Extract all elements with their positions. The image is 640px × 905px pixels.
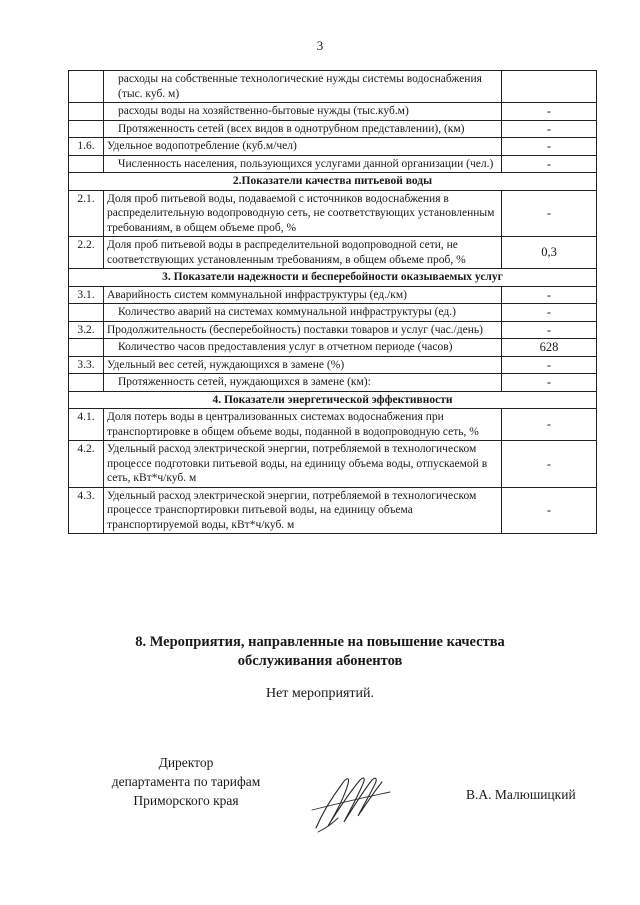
table-row	[69, 120, 597, 138]
row-number	[69, 71, 104, 103]
indicator-description: Доля проб питьевой воды в распределительной водопроводной сети, не соответствующих установленным требованиям, в общем объеме проб, %	[104, 237, 502, 269]
indicator-description: Доля проб питьевой воды, подаваемой с источников водоснабжения в распределительную водопроводную сеть, не соответствующих установленным требованиям, в общем объеме проб, %	[104, 190, 502, 237]
indicator-value: -	[502, 321, 597, 339]
row-number: 3.2.	[69, 321, 104, 339]
indicator-value: -	[502, 487, 597, 534]
section-header-row	[69, 173, 597, 191]
indicator-description: Удельный расход электрической энергии, потребляемой в технологическом процессе подготовки питьевой воды, на единицу объема воды, отпускаемой в сеть, кВт*ч/куб. м	[104, 441, 502, 488]
row-number	[69, 374, 104, 392]
section-header-title: 3. Показатели надежности и бесперебойности оказываемых услуг	[69, 269, 597, 287]
indicator-description: Численность населения, пользующихся услугами данной организации (чел.)	[104, 155, 502, 173]
table-row	[69, 138, 597, 156]
indicator-value: -	[502, 190, 597, 237]
table-row	[69, 190, 597, 237]
row-number: 2.1.	[69, 190, 104, 237]
handwritten-signature	[308, 770, 394, 834]
row-number	[69, 155, 104, 173]
table-row	[69, 356, 597, 374]
indicator-value: -	[502, 138, 597, 156]
signatory-line-1: Директор	[158, 755, 214, 770]
section-header-title: 2.Показатели качества питьевой воды	[69, 173, 597, 191]
indicator-description: Количество часов предоставления услуг в отчетном периоде (часов)	[104, 339, 502, 357]
indicator-value: 628	[502, 339, 597, 357]
page-number: 3	[316, 38, 324, 53]
indicator-value: -	[502, 356, 597, 374]
table-row	[69, 441, 597, 488]
signatory-line-3: Приморского края	[133, 793, 239, 808]
row-number	[69, 339, 104, 357]
row-number: 3.1.	[69, 286, 104, 304]
indicator-value: -	[502, 155, 597, 173]
row-number: 4.3.	[69, 487, 104, 534]
indicator-value: -	[502, 103, 597, 121]
section-8-title-line-1: 8. Мероприятия, направленные на повышение качества	[135, 634, 505, 650]
indicator-description: Удельное водопотребление (куб.м/чел)	[104, 138, 502, 156]
table-row	[69, 103, 597, 121]
section-header-row	[69, 391, 597, 409]
indicator-description: Аварийность систем коммунальной инфраструктуры (ед./км)	[104, 286, 502, 304]
indicator-description: Доля потерь воды в централизованных системах водоснабжения при транспортировке в общем объеме воды, поданной в водопроводную сеть, %	[104, 409, 502, 441]
signatory-title	[86, 753, 286, 810]
table-row	[69, 321, 597, 339]
table-row	[69, 71, 597, 103]
indicator-description: Удельный расход электрической энергии, потребляемой в технологическом процессе транспортировки питьевой воды, на единицу объема транспортируемой воды, кВт*ч/куб. м	[104, 487, 502, 534]
row-number: 2.2.	[69, 237, 104, 269]
section-header-row	[69, 269, 597, 287]
table-row	[69, 487, 597, 534]
indicator-description: расходы воды на хозяйственно-бытовые нужды (тыс.куб.м)	[104, 103, 502, 121]
indicator-value	[502, 71, 597, 103]
section-8-heading	[0, 633, 640, 671]
signatory-line-2: департамента по тарифам	[111, 774, 261, 789]
table-row	[69, 286, 597, 304]
indicator-description: Протяженность сетей, нуждающихся в замене (км):	[104, 374, 502, 392]
row-number: 3.3.	[69, 356, 104, 374]
indicator-description: Продолжительность (бесперебойность) поставки товаров и услуг (час./день)	[104, 321, 502, 339]
indicator-value: 0,3	[502, 237, 597, 269]
table-row	[69, 339, 597, 357]
indicator-value: -	[502, 409, 597, 441]
signatory-name: В.А. Малюшицкий	[466, 787, 576, 802]
table-row	[69, 409, 597, 441]
indicator-description: Количество аварий на системах коммунальной инфраструктуры (ед.)	[104, 304, 502, 322]
table-row	[69, 237, 597, 269]
row-number: 4.1.	[69, 409, 104, 441]
section-8-title-line-2: обслуживания абонентов	[237, 653, 403, 669]
row-number: 4.2.	[69, 441, 104, 488]
no-measures-text: Нет мероприятий.	[265, 686, 375, 701]
row-number	[69, 120, 104, 138]
indicator-value: -	[502, 120, 597, 138]
indicator-value: -	[502, 374, 597, 392]
indicator-value: -	[502, 286, 597, 304]
indicator-description: расходы на собственные технологические нужды системы водоснабжения (тыс. куб. м)	[104, 71, 502, 103]
indicator-description: Протяженность сетей (всех видов в однотрубном представлении), (км)	[104, 120, 502, 138]
row-number: 1.6.	[69, 138, 104, 156]
table-row	[69, 374, 597, 392]
indicator-value: -	[502, 441, 597, 488]
table-row	[69, 155, 597, 173]
section-header-title: 4. Показатели энергетической эффективности	[69, 391, 597, 409]
indicator-description: Удельный вес сетей, нуждающихся в замене (%)	[104, 356, 502, 374]
indicator-value: -	[502, 304, 597, 322]
row-number	[69, 304, 104, 322]
indicators-table-body	[69, 71, 597, 534]
indicators-table	[68, 70, 597, 534]
row-number	[69, 103, 104, 121]
table-row	[69, 304, 597, 322]
